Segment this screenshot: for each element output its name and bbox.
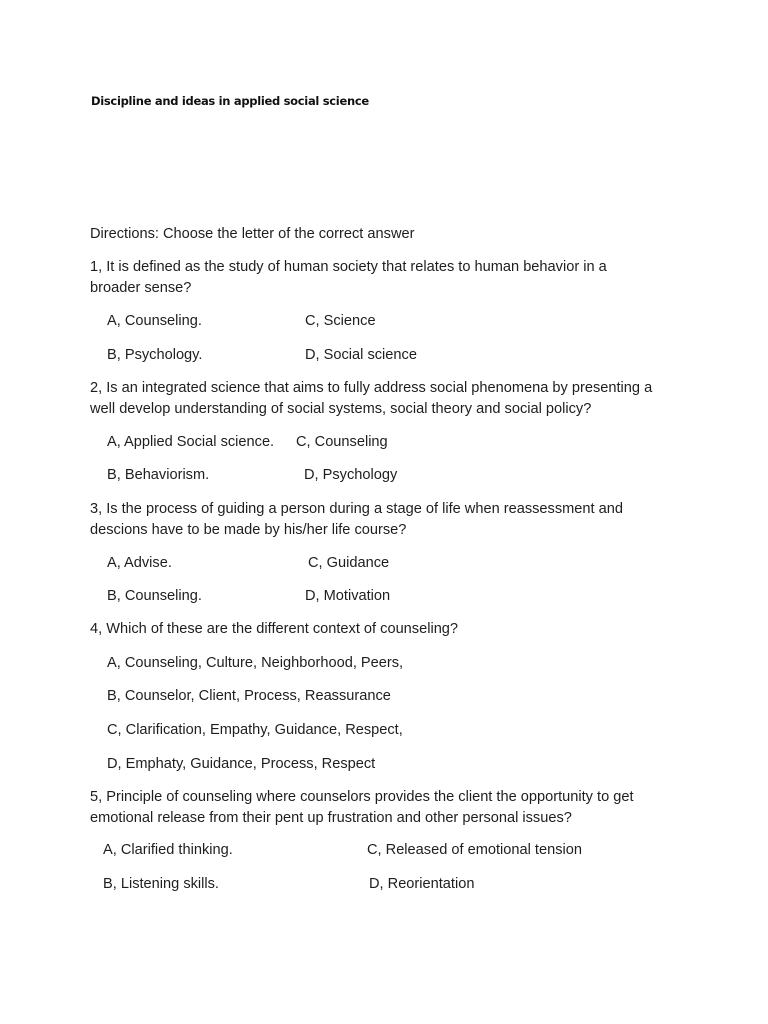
question-4-option-d: D, Emphaty, Guidance, Process, Respect — [107, 756, 376, 772]
question-5-stem — [90, 787, 690, 829]
question-1-option-a: A, Counseling. — [107, 313, 202, 329]
question-4-option-a: A, Counseling, Culture, Neighborhood, Peers, — [107, 655, 404, 671]
question-3-option-c: C, Guidance — [308, 555, 390, 571]
question-1-stem — [90, 257, 690, 299]
question-5-stem-line-1: 5, Principle of counseling where counselors provides the client the opportunity to get — [90, 789, 634, 805]
question-5-option-a: A, Clarified thinking. — [103, 842, 233, 858]
question-4-stem: 4, Which of these are the different context of counseling? — [90, 621, 459, 637]
question-3-stem — [90, 499, 690, 541]
question-2-option-c: C, Counseling — [296, 434, 388, 450]
question-3-stem-line-2: descions have to be made by his/her life course? — [90, 522, 407, 538]
question-3-option-d: D, Motivation — [305, 588, 391, 604]
question-2-option-d: D, Psychology — [304, 467, 398, 483]
question-5-option-b: B, Listening skills. — [103, 876, 219, 892]
directions-text: Directions: Choose the letter of the correct answer — [90, 226, 415, 242]
document-title: Discipline and ideas in applied social science — [91, 94, 369, 108]
question-1-option-d: D, Social science — [305, 347, 417, 363]
question-5-stem-line-2: emotional release from their pent up frustration and other personal issues? — [90, 810, 572, 826]
question-3-option-b: B, Counseling. — [107, 588, 202, 604]
question-1-stem-line-1: 1, It is defined as the study of human society that relates to human behavior in a — [90, 259, 607, 275]
question-4-option-b: B, Counselor, Client, Process, Reassurance — [107, 688, 391, 704]
question-1-stem-line-2: broader sense? — [90, 280, 192, 296]
question-2-stem — [90, 378, 690, 420]
question-1-option-c: C, Science — [305, 313, 376, 329]
question-3-option-a: A, Advise. — [107, 555, 172, 571]
question-5-option-c: C, Released of emotional tension — [367, 842, 582, 858]
question-1-option-b: B, Psychology. — [107, 347, 203, 363]
question-2-stem-line-1: 2, Is an integrated science that aims to fully address social phenomena by presenting a — [90, 380, 653, 396]
question-2-option-a: A, Applied Social science. — [107, 434, 275, 450]
question-3-stem-line-1: 3, Is the process of guiding a person during a stage of life when reassessment and — [90, 501, 623, 517]
question-2-option-b: B, Behaviorism. — [107, 467, 210, 483]
question-2-stem-line-2: well develop understanding of social systems, social theory and social policy? — [90, 401, 592, 417]
question-4-option-c: C, Clarification, Empathy, Guidance, Respect, — [107, 722, 403, 738]
question-5-option-d: D, Reorientation — [369, 876, 475, 892]
